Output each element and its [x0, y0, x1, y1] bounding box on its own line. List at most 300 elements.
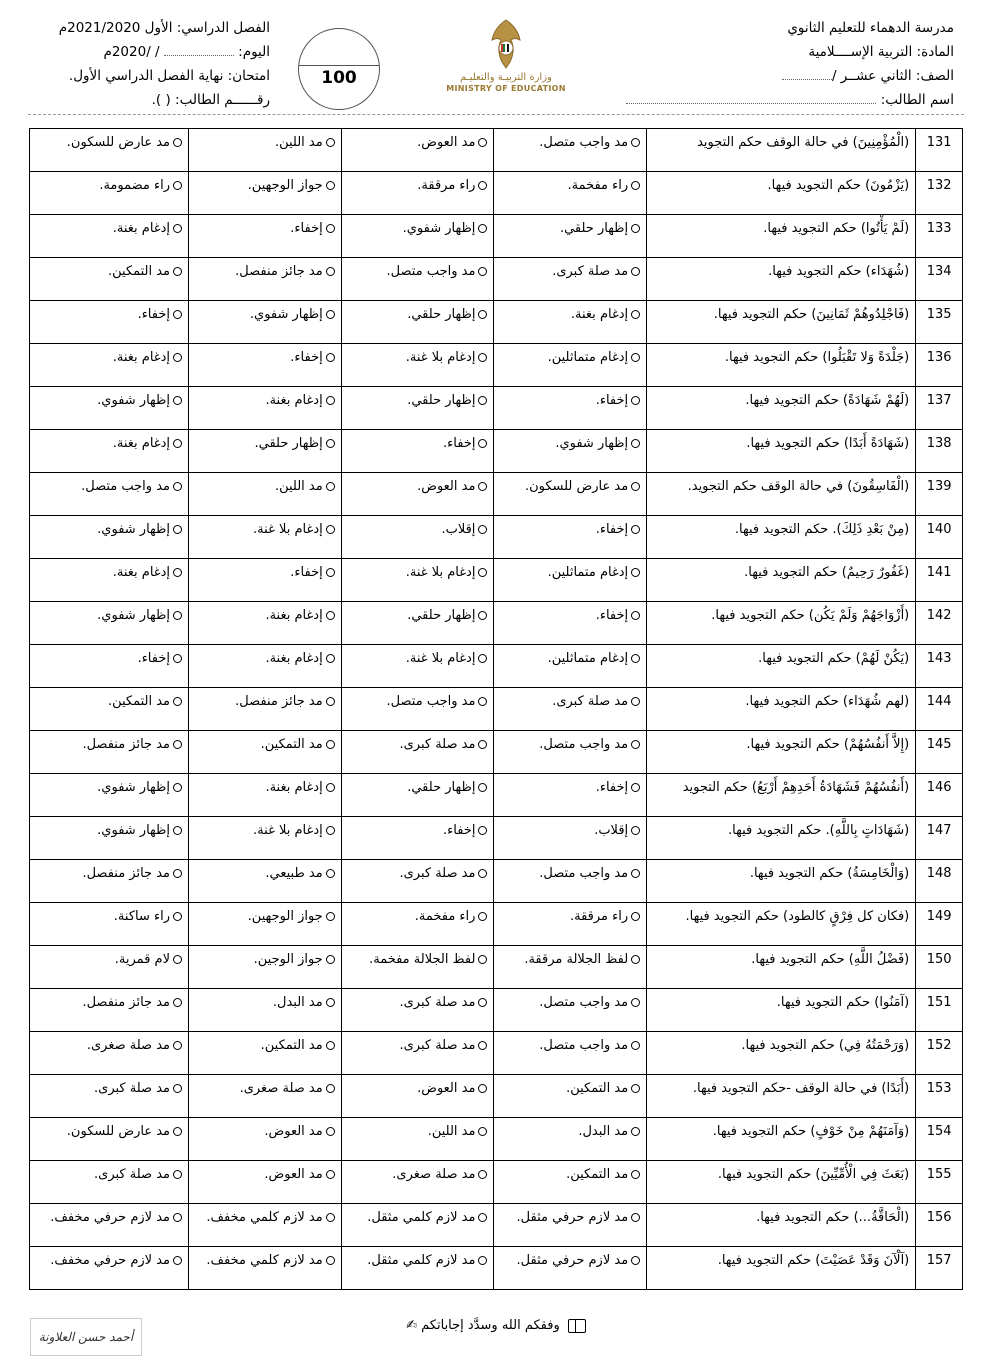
answer-option[interactable]: [494, 1032, 647, 1075]
question-text: (الْحَاقَّةُ...) حكم التجويد فيها.: [647, 1204, 916, 1247]
radio-circle-icon[interactable]: [173, 912, 182, 921]
answer-option-label: مد جائز منفصل.: [82, 866, 170, 881]
answer-option[interactable]: [30, 387, 189, 430]
answer-option[interactable]: [30, 1204, 189, 1247]
radio-circle-icon[interactable]: [631, 826, 640, 835]
answer-option-label: مد عارض للسكون.: [524, 479, 629, 494]
student-name-blank[interactable]: [626, 91, 876, 104]
answer-option[interactable]: [494, 1118, 647, 1161]
radio-circle-icon[interactable]: [173, 353, 182, 362]
answer-option-label: إدغام بلا غنة.: [405, 350, 476, 365]
answer-option[interactable]: [30, 516, 189, 559]
answer-option[interactable]: [189, 1075, 342, 1118]
answer-option[interactable]: [189, 860, 342, 903]
answer-option[interactable]: [30, 430, 189, 473]
answer-option[interactable]: [189, 301, 342, 344]
answer-option[interactable]: [341, 215, 494, 258]
radio-circle-icon[interactable]: [478, 1084, 487, 1093]
radio-circle-icon[interactable]: [326, 1041, 335, 1050]
question-number: 143: [916, 645, 963, 688]
answer-option[interactable]: [30, 731, 189, 774]
question-text: (إِلاَّ أَنفُسُهُمْ) حكم التجويد فيها.: [647, 731, 916, 774]
question-number: 147: [916, 817, 963, 860]
answer-option[interactable]: [341, 688, 494, 731]
radio-circle-icon[interactable]: [173, 439, 182, 448]
radio-circle-icon[interactable]: [173, 1041, 182, 1050]
radio-circle-icon[interactable]: [478, 482, 487, 491]
exam-header: [0, 0, 992, 120]
answer-option[interactable]: [494, 731, 647, 774]
answer-option[interactable]: [494, 860, 647, 903]
radio-circle-icon[interactable]: [326, 912, 335, 921]
answer-option[interactable]: [189, 129, 342, 172]
radio-circle-icon[interactable]: [173, 138, 182, 147]
radio-circle-icon[interactable]: [478, 1213, 487, 1222]
answer-option-label: إخفاء.: [290, 565, 323, 580]
answer-option[interactable]: [30, 645, 189, 688]
radio-circle-icon[interactable]: [326, 1084, 335, 1093]
answer-option-label: مد عارض للسكون.: [66, 135, 170, 150]
radio-circle-icon[interactable]: [173, 568, 182, 577]
radio-circle-icon[interactable]: [326, 224, 335, 233]
radio-circle-icon[interactable]: [326, 396, 335, 405]
radio-circle-icon[interactable]: [326, 1213, 335, 1222]
radio-circle-icon[interactable]: [631, 740, 640, 749]
question-row: [30, 387, 963, 430]
answer-option[interactable]: [341, 903, 494, 946]
writing-hand-icon: ✍: [406, 1318, 418, 1333]
radio-circle-icon[interactable]: [631, 783, 640, 792]
radio-circle-icon[interactable]: [478, 826, 487, 835]
radio-circle-icon[interactable]: [478, 1041, 487, 1050]
answer-option-label: مد واجب متصل.: [81, 479, 170, 494]
radio-circle-icon[interactable]: [173, 955, 182, 964]
radio-circle-icon[interactable]: [173, 998, 182, 1007]
radio-circle-icon[interactable]: [478, 697, 487, 706]
answer-option[interactable]: [494, 430, 647, 473]
answer-option-label: إظهار حلقي.: [407, 393, 476, 408]
answer-option[interactable]: [341, 1204, 494, 1247]
answer-option[interactable]: [341, 387, 494, 430]
radio-circle-icon[interactable]: [478, 224, 487, 233]
answer-option-label: راء ساكنة.: [113, 909, 170, 924]
radio-circle-icon[interactable]: [326, 1170, 335, 1179]
radio-circle-icon[interactable]: [326, 826, 335, 835]
answer-option-label: مد طبيعي.: [265, 866, 323, 881]
answer-option[interactable]: [30, 129, 189, 172]
answer-option-label: إدغام بلا غنة.: [253, 522, 323, 537]
answer-option[interactable]: [189, 430, 342, 473]
answer-option[interactable]: [341, 430, 494, 473]
answer-option-label: إظهار شفوي.: [402, 221, 476, 236]
answer-option-label: مد صلة صغرى.: [392, 1167, 476, 1182]
answer-option[interactable]: [341, 473, 494, 516]
radio-circle-icon[interactable]: [326, 439, 335, 448]
answer-option-label: مد التمكين.: [107, 264, 170, 279]
answer-option-label: راء مفخمة.: [567, 178, 629, 193]
question-row: [30, 1075, 963, 1118]
radio-circle-icon[interactable]: [478, 869, 487, 878]
answer-option[interactable]: [494, 1161, 647, 1204]
answer-option[interactable]: [30, 989, 189, 1032]
student-name-line: [614, 88, 954, 112]
radio-circle-icon[interactable]: [326, 138, 335, 147]
radio-circle-icon[interactable]: [631, 1127, 640, 1136]
question-text: (مِنْ بَعْدِ ذَلِكَ). حكم التجويد فيها.: [647, 516, 916, 559]
answer-option[interactable]: [341, 1118, 494, 1161]
radio-circle-icon[interactable]: [631, 138, 640, 147]
radio-circle-icon[interactable]: [631, 1256, 640, 1265]
answer-option[interactable]: [494, 1075, 647, 1118]
radio-circle-icon[interactable]: [478, 138, 487, 147]
answer-option-label: إدغام بغنة.: [112, 436, 170, 451]
radio-circle-icon[interactable]: [326, 1127, 335, 1136]
answer-option[interactable]: [341, 516, 494, 559]
answer-option[interactable]: [341, 1161, 494, 1204]
answer-option[interactable]: [30, 215, 189, 258]
answer-option[interactable]: [189, 1204, 342, 1247]
radio-circle-icon[interactable]: [478, 353, 487, 362]
answer-option[interactable]: [189, 731, 342, 774]
answer-option[interactable]: [30, 903, 189, 946]
ministry-name-english: MINISTRY OF EDUCATION: [446, 84, 566, 93]
answer-option[interactable]: [30, 1247, 189, 1290]
ministry-emblem: [446, 16, 566, 108]
answer-option[interactable]: [30, 774, 189, 817]
answer-option-label: لام قمرية.: [114, 952, 170, 967]
radio-circle-icon[interactable]: [173, 1170, 182, 1179]
answer-option[interactable]: [494, 817, 647, 860]
radio-circle-icon[interactable]: [631, 1084, 640, 1093]
answer-option[interactable]: [30, 860, 189, 903]
radio-circle-icon[interactable]: [631, 267, 640, 276]
question-text: (أَبَدًا) في حالة الوقف -حكم التجويد فيها.: [647, 1075, 916, 1118]
question-row: [30, 774, 963, 817]
answer-option[interactable]: [341, 774, 494, 817]
answer-option-label: إدغام بلا غنة.: [405, 651, 476, 666]
radio-circle-icon[interactable]: [478, 310, 487, 319]
answer-option[interactable]: [341, 1247, 494, 1290]
radio-circle-icon[interactable]: [173, 1213, 182, 1222]
answer-option[interactable]: [30, 301, 189, 344]
answer-option[interactable]: [494, 172, 647, 215]
radio-circle-icon[interactable]: [326, 740, 335, 749]
radio-circle-icon[interactable]: [173, 1084, 182, 1093]
radio-circle-icon[interactable]: [173, 482, 182, 491]
radio-circle-icon[interactable]: [326, 955, 335, 964]
answer-option-label: مد لازم كلمي مثقل.: [367, 1210, 476, 1225]
answer-option[interactable]: [189, 1118, 342, 1161]
radio-circle-icon[interactable]: [173, 224, 182, 233]
answer-option[interactable]: [494, 258, 647, 301]
answer-option[interactable]: [341, 1075, 494, 1118]
radio-circle-icon[interactable]: [326, 353, 335, 362]
answer-option[interactable]: [30, 1032, 189, 1075]
answer-option[interactable]: [189, 903, 342, 946]
radio-circle-icon[interactable]: [631, 912, 640, 921]
answer-option-label: إخفاء.: [595, 522, 629, 537]
question-number: 137: [916, 387, 963, 430]
answer-option[interactable]: [494, 215, 647, 258]
radio-circle-icon[interactable]: [631, 654, 640, 663]
answer-option[interactable]: [189, 473, 342, 516]
radio-circle-icon[interactable]: [478, 181, 487, 190]
answer-option[interactable]: [30, 946, 189, 989]
answer-option-label: إظهار شفوي.: [97, 608, 170, 623]
answer-option[interactable]: [189, 602, 342, 645]
answer-option[interactable]: [189, 344, 342, 387]
answer-option[interactable]: [30, 602, 189, 645]
question-row: [30, 989, 963, 1032]
radio-circle-icon[interactable]: [173, 826, 182, 835]
radio-circle-icon[interactable]: [478, 1170, 487, 1179]
radio-circle-icon[interactable]: [478, 912, 487, 921]
question-text: (فَاجْلِدُوهُمْ ثَمَانِينَ) حكم التجويد فيها.: [647, 301, 916, 344]
answer-option[interactable]: [189, 1032, 342, 1075]
answer-option-label: إخفاء.: [137, 307, 170, 322]
answer-option[interactable]: [189, 387, 342, 430]
answer-option-label: مد صلة كبرى.: [552, 694, 629, 709]
radio-circle-icon[interactable]: [631, 482, 640, 491]
answer-option-label: مد واجب متصل.: [386, 264, 476, 279]
answer-option[interactable]: [30, 817, 189, 860]
radio-circle-icon[interactable]: [478, 611, 487, 620]
question-row: [30, 215, 963, 258]
question-number: 142: [916, 602, 963, 645]
answer-option[interactable]: [341, 817, 494, 860]
answer-option[interactable]: [30, 1161, 189, 1204]
answer-option[interactable]: [189, 1161, 342, 1204]
question-number: 139: [916, 473, 963, 516]
question-number: 150: [916, 946, 963, 989]
answer-option[interactable]: [341, 602, 494, 645]
radio-circle-icon[interactable]: [173, 396, 182, 405]
answer-option-label: مد العوض.: [264, 1124, 323, 1139]
radio-circle-icon[interactable]: [326, 869, 335, 878]
radio-circle-icon[interactable]: [326, 611, 335, 620]
answer-option[interactable]: [30, 258, 189, 301]
answer-option[interactable]: [30, 1118, 189, 1161]
answer-option[interactable]: [341, 172, 494, 215]
radio-circle-icon[interactable]: [326, 697, 335, 706]
question-text: (الْفَاسِقُونَ) في حالة الوقف حكم التجويد.: [647, 473, 916, 516]
answer-option[interactable]: [341, 344, 494, 387]
answer-option[interactable]: [189, 645, 342, 688]
radio-circle-icon[interactable]: [478, 568, 487, 577]
answer-option-label: راء مرققة.: [569, 909, 629, 924]
radio-circle-icon[interactable]: [173, 1127, 182, 1136]
questions-table: [29, 128, 963, 1290]
radio-circle-icon[interactable]: [173, 654, 182, 663]
question-text: (وَآمَنَهُمْ مِنْ خَوْفٍ) حكم التجويد فيها.: [647, 1118, 916, 1161]
answer-option[interactable]: [494, 688, 647, 731]
question-text: (لَهُمْ شَهَادَةً) حكم التجويد فيها.: [647, 387, 916, 430]
answer-option-label: مد واجب متصل.: [539, 737, 629, 752]
answer-option[interactable]: [30, 172, 189, 215]
question-number: 134: [916, 258, 963, 301]
answer-option-label: مد واجب متصل.: [539, 995, 629, 1010]
radio-circle-icon[interactable]: [631, 181, 640, 190]
radio-circle-icon[interactable]: [173, 1256, 182, 1265]
radio-circle-icon[interactable]: [631, 611, 640, 620]
grade-line: [614, 64, 954, 88]
question-row: [30, 688, 963, 731]
radio-circle-icon[interactable]: [478, 396, 487, 405]
grade-value: الثاني عشــر /: [831, 68, 912, 84]
answer-option[interactable]: [341, 860, 494, 903]
day-blank[interactable]: [164, 43, 234, 56]
answer-option[interactable]: [494, 645, 647, 688]
semester-line: الفصل الدراسي: الأول 2021/2020م: [58, 20, 270, 36]
answer-option[interactable]: [494, 129, 647, 172]
answer-option[interactable]: [189, 688, 342, 731]
answer-option[interactable]: [494, 559, 647, 602]
answer-option[interactable]: [494, 946, 647, 989]
school-info: [614, 16, 954, 112]
answer-option[interactable]: [494, 387, 647, 430]
radio-circle-icon[interactable]: [631, 869, 640, 878]
radio-circle-icon[interactable]: [326, 654, 335, 663]
answer-option[interactable]: [494, 989, 647, 1032]
answer-option-label: مد جائز منفصل.: [82, 737, 170, 752]
answer-option[interactable]: [189, 258, 342, 301]
subject-value: التربية الإســــلامية: [808, 44, 913, 60]
radio-circle-icon[interactable]: [478, 955, 487, 964]
answer-option[interactable]: [30, 1075, 189, 1118]
radio-circle-icon[interactable]: [631, 697, 640, 706]
question-text: (فكان كل فِرْقٍ كالطود) حكم التجويد فيها.: [647, 903, 916, 946]
answer-option-label: مد واجب متصل.: [539, 135, 629, 150]
answer-option[interactable]: [189, 516, 342, 559]
answer-option[interactable]: [189, 817, 342, 860]
radio-circle-icon[interactable]: [631, 568, 640, 577]
answer-option[interactable]: [341, 731, 494, 774]
question-text: (لهم شُهَدَاء) حكم التجويد فيها.: [647, 688, 916, 731]
answer-option[interactable]: [341, 258, 494, 301]
radio-circle-icon[interactable]: [478, 267, 487, 276]
radio-circle-icon[interactable]: [326, 998, 335, 1007]
radio-circle-icon[interactable]: [173, 525, 182, 534]
radio-circle-icon[interactable]: [631, 998, 640, 1007]
answer-option-label: مد اللين.: [427, 1124, 476, 1139]
answer-option-label: إدغام بغنة.: [112, 565, 170, 580]
question-text: (شَهَادَةً أَبَدًا) حكم التجويد فيها.: [647, 430, 916, 473]
answer-option[interactable]: [341, 1032, 494, 1075]
answer-option[interactable]: [30, 559, 189, 602]
radio-circle-icon[interactable]: [478, 439, 487, 448]
answer-option[interactable]: [341, 129, 494, 172]
answer-option[interactable]: [341, 946, 494, 989]
radio-circle-icon[interactable]: [478, 1127, 487, 1136]
question-row: [30, 1032, 963, 1075]
radio-circle-icon[interactable]: [478, 525, 487, 534]
answer-option[interactable]: [494, 1247, 647, 1290]
radio-circle-icon[interactable]: [631, 1213, 640, 1222]
radio-circle-icon[interactable]: [478, 740, 487, 749]
answer-option[interactable]: [189, 946, 342, 989]
answer-option[interactable]: [189, 989, 342, 1032]
answer-option[interactable]: [189, 215, 342, 258]
question-row: [30, 1118, 963, 1161]
answer-option-label: مد جائز منفصل.: [235, 264, 323, 279]
answer-option[interactable]: [341, 301, 494, 344]
radio-circle-icon[interactable]: [326, 181, 335, 190]
answer-option[interactable]: [30, 473, 189, 516]
answer-option-label: إدغام بغنة.: [112, 350, 170, 365]
radio-circle-icon[interactable]: [173, 181, 182, 190]
question-number: 140: [916, 516, 963, 559]
answer-option[interactable]: [341, 645, 494, 688]
radio-circle-icon[interactable]: [173, 869, 182, 878]
answer-option[interactable]: [494, 903, 647, 946]
radio-circle-icon[interactable]: [326, 568, 335, 577]
radio-circle-icon[interactable]: [326, 482, 335, 491]
grade-section-blank[interactable]: [782, 67, 832, 80]
radio-circle-icon[interactable]: [478, 998, 487, 1007]
radio-circle-icon[interactable]: [631, 1170, 640, 1179]
answer-option-label: إظهار حلقي.: [559, 221, 629, 236]
question-text: (وَالْخَامِسَةُ) حكم التجويد فيها.: [647, 860, 916, 903]
radio-circle-icon[interactable]: [326, 525, 335, 534]
radio-circle-icon[interactable]: [173, 783, 182, 792]
answer-option[interactable]: [494, 1204, 647, 1247]
radio-circle-icon[interactable]: [478, 783, 487, 792]
answer-option-label: مد صلة كبرى.: [552, 264, 629, 279]
radio-circle-icon[interactable]: [631, 1041, 640, 1050]
answer-option[interactable]: [30, 344, 189, 387]
radio-circle-icon[interactable]: [173, 697, 182, 706]
answer-option-label: إخفاء.: [290, 350, 323, 365]
radio-circle-icon[interactable]: [173, 310, 182, 319]
radio-circle-icon[interactable]: [173, 611, 182, 620]
radio-circle-icon[interactable]: [173, 740, 182, 749]
radio-circle-icon[interactable]: [478, 1256, 487, 1265]
radio-circle-icon[interactable]: [631, 955, 640, 964]
answer-option[interactable]: [189, 172, 342, 215]
answer-option[interactable]: [189, 559, 342, 602]
radio-circle-icon[interactable]: [478, 654, 487, 663]
question-number: 135: [916, 301, 963, 344]
answer-option[interactable]: [341, 989, 494, 1032]
radio-circle-icon[interactable]: [326, 267, 335, 276]
answer-option[interactable]: [189, 774, 342, 817]
answer-option[interactable]: [30, 688, 189, 731]
answer-option[interactable]: [189, 1247, 342, 1290]
answer-option[interactable]: [341, 559, 494, 602]
exam-info: [30, 16, 270, 112]
radio-circle-icon[interactable]: [173, 267, 182, 276]
answer-option[interactable]: [494, 473, 647, 516]
radio-circle-icon[interactable]: [631, 353, 640, 362]
answer-option[interactable]: [494, 344, 647, 387]
radio-circle-icon[interactable]: [326, 310, 335, 319]
radio-circle-icon[interactable]: [631, 396, 640, 405]
question-number: 133: [916, 215, 963, 258]
answer-option[interactable]: [494, 774, 647, 817]
answer-option[interactable]: [494, 602, 647, 645]
radio-circle-icon[interactable]: [631, 310, 640, 319]
radio-circle-icon[interactable]: [326, 1256, 335, 1265]
answer-option-label: مد العوض.: [264, 1167, 323, 1182]
radio-circle-icon[interactable]: [631, 439, 640, 448]
answer-option-label: مد لازم كلمي مخفف.: [206, 1210, 323, 1225]
answer-option[interactable]: [494, 516, 647, 559]
question-text: (يَزْمُونَ) حكم التجويد فيها.: [647, 172, 916, 215]
radio-circle-icon[interactable]: [631, 224, 640, 233]
radio-circle-icon[interactable]: [631, 525, 640, 534]
radio-circle-icon[interactable]: [326, 783, 335, 792]
answer-option[interactable]: [494, 301, 647, 344]
